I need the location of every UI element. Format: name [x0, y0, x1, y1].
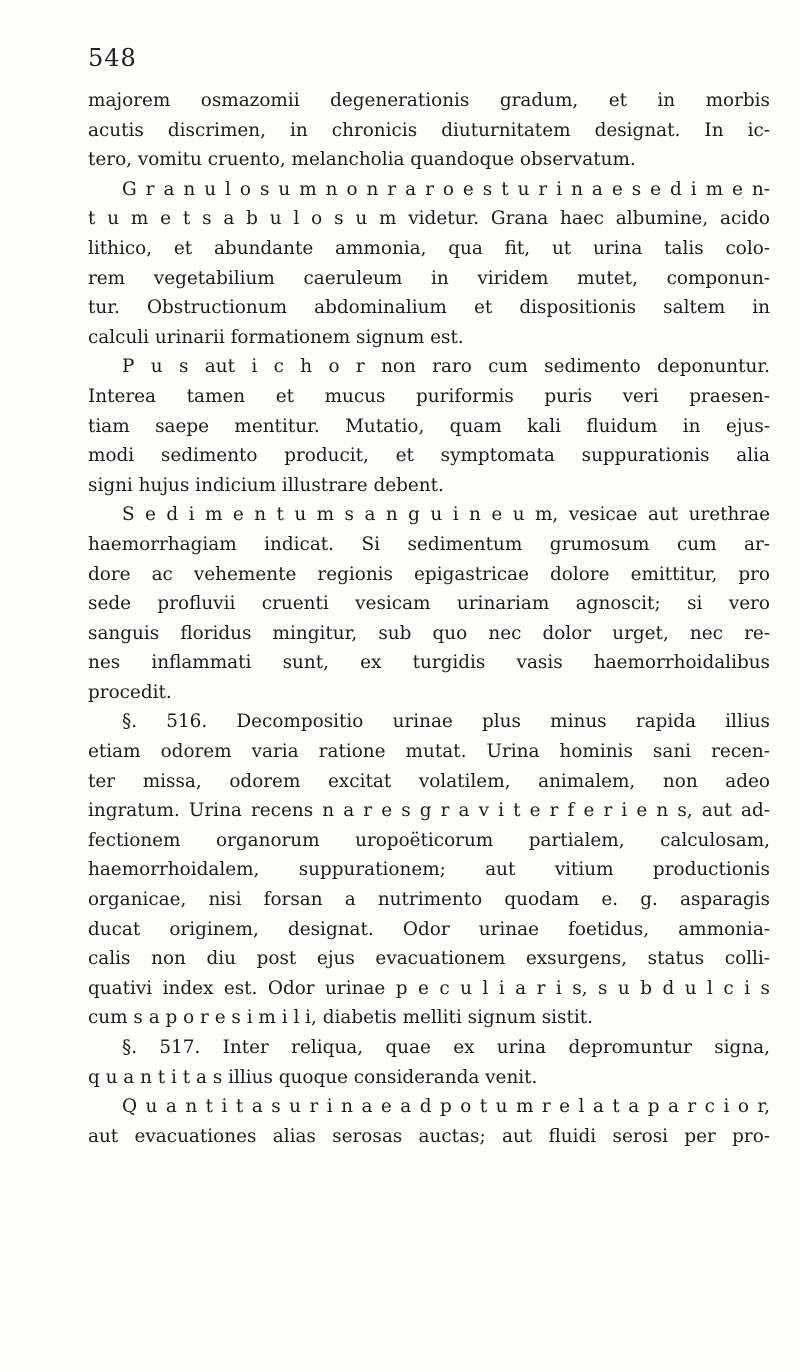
text-line: etiam odorem varia ratione mutat. Urina hominis sani recen- [88, 741, 770, 763]
text-line: dore ac vehemente regionis epigastricae dolore emittitur, pro [88, 563, 770, 585]
text-line: Q u a n t i t a s u r i n a e a d p o t u m r e l a t a p a r c i o r, [122, 1096, 770, 1118]
text-line: signi hujus indicium illustrare debent. [88, 474, 444, 496]
text-line: nes inflammati sunt, ex turgidis vasis haemorrhoidalibus [88, 652, 770, 674]
text-line: modi sedimento producit, et symptomata suppurationis alia [88, 445, 770, 467]
text-line: calculi urinarii formationem signum est. [88, 326, 464, 348]
text-line: §. 517. Inter reliqua, quae ex urina depromuntur signa, [122, 1037, 770, 1058]
text-line: ingratum. Urina recens n a r e s g r a v i t e r f e r i e n s, aut ad- [88, 800, 770, 822]
text-line: fectionem organorum uropoëticorum partialem, calculosam, [88, 829, 770, 851]
text-line: G r a n u l o s u m n o n r a r o e s t u r i n a e s e d i m e n- [122, 178, 770, 200]
text-line: cum s a p o r e s i m i l i, diabetis melliti signum sistit. [88, 1007, 593, 1029]
text-line: procedit. [88, 681, 172, 703]
text-line: q u a n t i t a s illius quoque consideranda venit. [88, 1066, 538, 1088]
text-line: majorem osmazomii degenerationis gradum, et in morbis [88, 90, 770, 111]
text-line: S e d i m e n t u m s a n g u i n e u m, vesicae aut urethrae [122, 504, 770, 526]
text-line: rem vegetabilium caeruleum in viridem mutet, componun- [88, 267, 770, 289]
text-line: calis non diu post ejus evacuationem exsurgens, status colli- [88, 948, 770, 970]
text-line: haemorrhagiam indicat. Si sedimentum grumosum cum ar- [88, 533, 770, 555]
text-line: §. 516. Decompositio urinae plus minus rapida illius [122, 711, 770, 733]
text-line: P u s aut i c h o r non raro cum sedimento deponuntur. [122, 356, 770, 378]
text-line: ter missa, odorem excitat volatilem, animalem, non adeo [88, 770, 770, 792]
text-line: aut evacuationes alias serosas auctas; aut fluidi serosi per pro- [88, 1125, 770, 1147]
page-number: 548 [88, 44, 137, 72]
text-line: tiam saepe mentitur. Mutatio, quam kali fluidum in ejus- [88, 415, 770, 437]
text-line: Interea tamen et mucus puriformis puris veri praesen- [88, 385, 770, 407]
text-line: t u m e t s a b u l o s u m videtur. Grana haec albumine, acido [88, 208, 770, 230]
text-line: quativi index est. Odor urinae p e c u l i a r i s, s u b d u l c i s [88, 977, 770, 999]
text-line: tero, vomitu cruento, melancholia quandoque observatum. [88, 149, 636, 171]
text-line: lithico, et abundante ammonia, qua fit, ut urina talis colo- [88, 237, 770, 259]
text-line: haemorrhoidalem, suppurationem; aut vitium productionis [88, 859, 770, 881]
text-line: acutis discrimen, in chronicis diuturnitatem designat. In ic- [88, 119, 770, 141]
text-line: tur. Obstructionum abdominalium et dispositionis saltem in [88, 297, 770, 319]
text-line: organicae, nisi forsan a nutrimento quodam e. g. asparagis [88, 889, 770, 911]
text-line: sede profluvii cruenti vesicam urinariam agnoscit; si vero [88, 593, 770, 615]
text-line: sanguis floridus mingitur, sub quo nec dolor urget, nec re- [88, 622, 770, 644]
text-line: ducat originem, designat. Odor urinae foetidus, ammonia- [88, 918, 770, 940]
body-text [88, 86, 770, 1151]
